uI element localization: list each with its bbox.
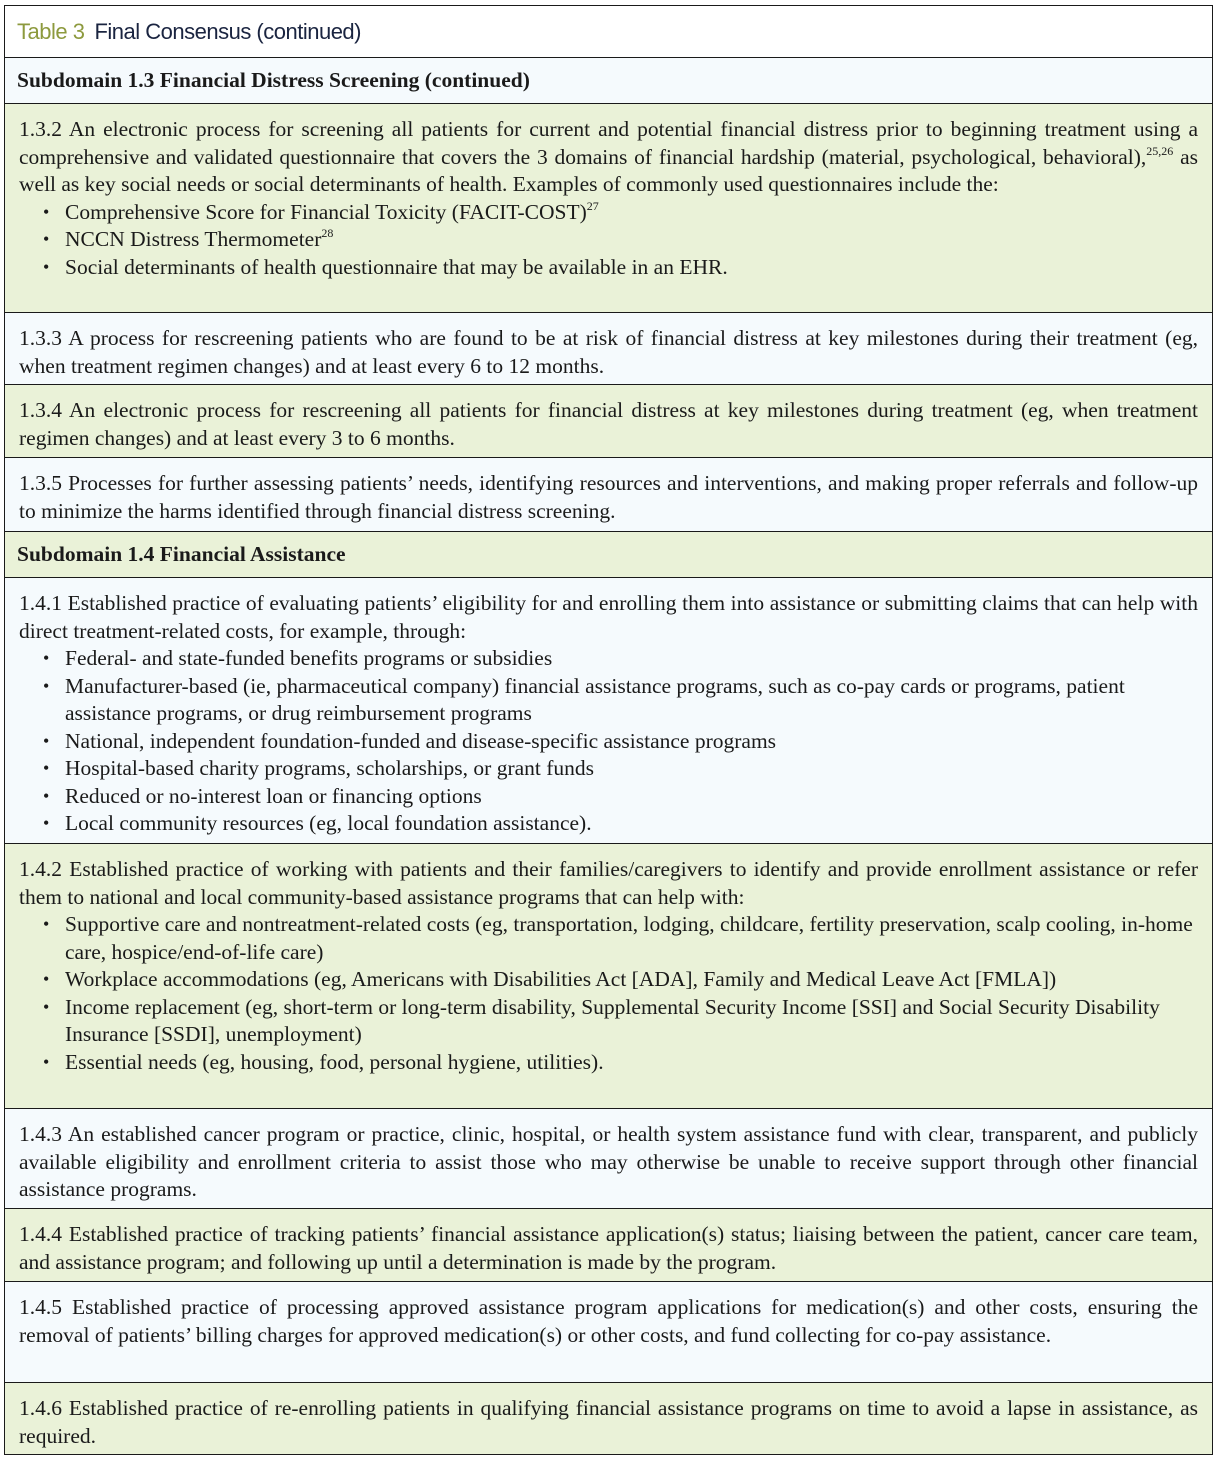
item-1-4-5	[5, 1281, 1212, 1382]
item-text: 1.3.2 An electronic process for screening all patients for current and potential financial distress prior to beginning treatment using a comprehensive and validated questionnaire that covers the 3 domains of financial hardship (material, psychological, behavioral),$^{25,26}$ as well as key social needs or social determinants of health. Examples of commonly used questionnaires include the:	[19, 117, 1198, 196]
item-1-3-2	[5, 103, 1212, 312]
item-1-4-4	[5, 1208, 1212, 1281]
item-text: 1.3.4 An electronic process for rescreening all patients for financial distress at key milestones during treatment (eg, when treatment regimen changes) and at least every 3 to 6 months.	[19, 398, 1198, 450]
list-item: • National, independent foundation-funded and disease-specific assistance programs	[41, 728, 1198, 756]
table-caption	[5, 6, 1212, 57]
item-text: 1.4.5 Established practice of processing approved assistance program applications for medication(s) and other costs, ensuring the removal of patients’ billing charges for approved medication(s) or other costs, and fund collecting for co-pay assistance.	[19, 1295, 1198, 1347]
item-text: 1.3.3 A process for rescreening patients who are found to be at risk of financial distress at key milestones during their treatment (eg, when treatment regimen changes) and at least every 6 to 12 months.	[19, 326, 1198, 378]
item-1-4-3	[5, 1108, 1212, 1208]
item-1-3-5	[5, 457, 1212, 531]
list-item: • Hospital-based charity programs, scholarships, or grant funds	[41, 755, 1198, 783]
item-text: 1.4.3 An established cancer program or practice, clinic, hospital, or health system assistance fund with clear, transparent, and publicly available eligibility and enrollment criteria to assist those who may otherwise be unable to receive support through other financial assistance programs.	[19, 1122, 1198, 1201]
bullet-list	[19, 911, 1198, 1076]
subdomain-heading-1-3: Subdomain 1.3 Financial Distress Screening (continued)	[5, 57, 1212, 103]
item-1-3-3	[5, 312, 1212, 384]
list-item: • Federal- and state-funded benefits programs or subsidies	[41, 645, 1198, 673]
item-1-4-1	[5, 577, 1212, 843]
item-text: 1.3.5 Processes for further assessing patients’ needs, identifying resources and interventions, and making proper referrals and follow-up to minimize the harms identified through financial distress screening.	[19, 471, 1198, 523]
list-item: • Income replacement (eg, short-term or long-term disability, Supplemental Security Income [SSI] and Social Security Disability Insurance [SSDI], unemployment)	[41, 994, 1198, 1049]
bullet-list	[19, 199, 1198, 282]
list-item: • NCCN Distress Thermometer$^{28}$	[41, 226, 1198, 254]
list-item: • Essential needs (eg, housing, food, personal hygiene, utilities).	[41, 1049, 1198, 1077]
list-item: • Reduced or no-interest loan or financing options	[41, 783, 1198, 811]
subdomain-heading-1-4: Subdomain 1.4 Financial Assistance	[5, 531, 1212, 577]
bullet-list	[19, 645, 1198, 838]
list-item: • Workplace accommodations (eg, Americans with Disabilities Act [ADA], Family and Medical Leave Act [FMLA])	[41, 966, 1198, 994]
item-text: 1.4.1 Established practice of evaluating patients’ eligibility for and enrolling them into assistance or submitting claims that can help with direct treatment-related costs, for example, through:	[19, 591, 1198, 643]
list-item: • Comprehensive Score for Financial Toxicity (FACIT-COST)$^{27}$	[41, 199, 1198, 227]
item-1-4-6	[5, 1382, 1212, 1454]
item-text: 1.4.4 Established practice of tracking patients’ financial assistance application(s) status; liaising between the patient, cancer care team, and assistance program; and following up until a determination is made by the program.	[19, 1222, 1198, 1274]
item-text: 1.4.6 Established practice of re-enrolling patients in qualifying financial assistance programs on time to avoid a lapse in assistance, as required.	[19, 1396, 1198, 1448]
list-item: • Social determinants of health questionnaire that may be available in an EHR.	[41, 254, 1198, 282]
list-item: • Manufacturer-based (ie, pharmaceutical company) financial assistance programs, such as co-pay cards or programs, patient assistance programs, or drug reimbursement programs	[41, 673, 1198, 728]
list-item: • Supportive care and nontreatment-related costs (eg, transportation, lodging, childcare, fertility preservation, scalp cooling, in-home care, hospice/end-of-life care)	[41, 911, 1198, 966]
item-1-3-4	[5, 384, 1212, 457]
table-title: Final Consensus (continued)	[94, 18, 361, 44]
list-item: • Local community resources (eg, local foundation assistance).	[41, 810, 1198, 838]
item-1-4-2	[5, 843, 1212, 1108]
consensus-table	[4, 5, 1213, 1455]
table-label: Table 3	[17, 18, 85, 44]
item-text: 1.4.2 Established practice of working with patients and their families/caregivers to identify and provide enrollment assistance or refer them to national and local community-based assistance programs that can help with:	[19, 857, 1198, 909]
